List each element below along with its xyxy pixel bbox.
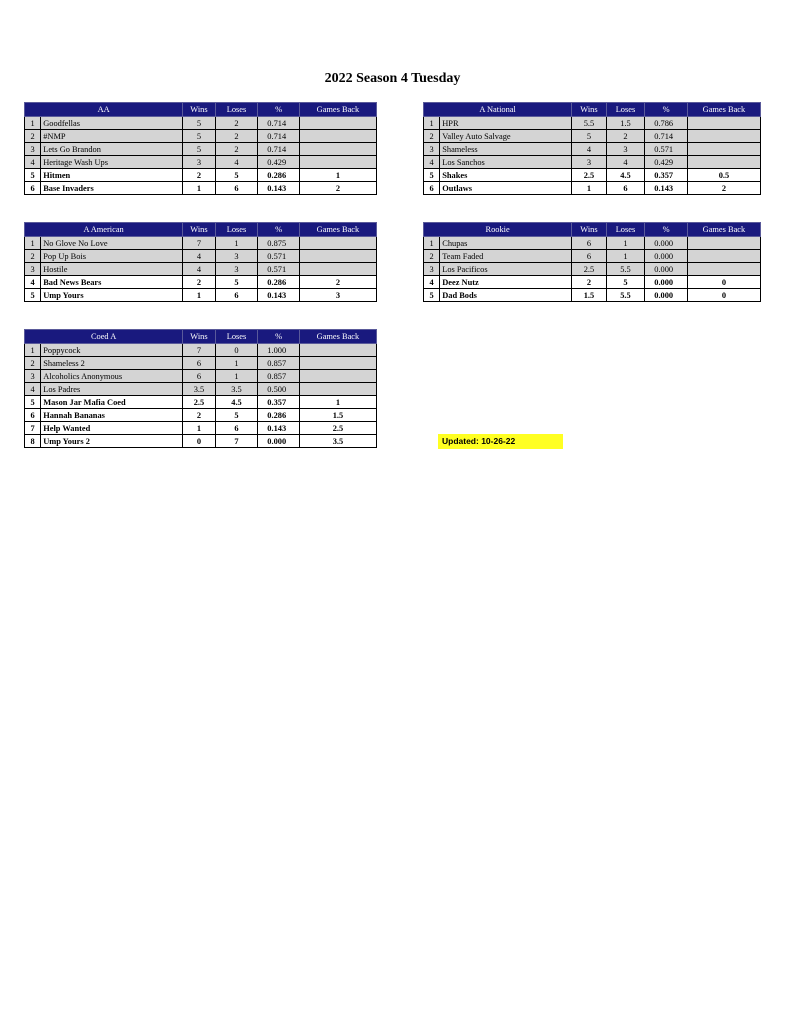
loses-cell: 2 (215, 130, 258, 143)
team-name-cell: Ump Yours 2 (41, 435, 183, 448)
wins-header: Wins (183, 103, 215, 117)
loses-cell: 6 (215, 422, 258, 435)
wins-cell: 2.5 (572, 263, 607, 276)
table-row (25, 237, 377, 250)
team-name-cell: Base Invaders (41, 182, 183, 195)
wins-cell: 4 (183, 250, 215, 263)
loses-cell: 1 (215, 357, 258, 370)
pct-cell: 0.714 (258, 117, 300, 130)
loses-cell: 5 (215, 169, 258, 182)
loses-cell: 4.5 (606, 169, 645, 182)
division-name: A American (25, 223, 183, 237)
games-back-cell: 1.5 (299, 409, 376, 422)
games-back-cell (299, 357, 376, 370)
rank-cell: 3 (25, 143, 41, 156)
pct-cell: 0.857 (258, 357, 300, 370)
header-row (25, 330, 377, 344)
table-row (424, 250, 761, 263)
rank-cell: 5 (25, 289, 41, 302)
pct-cell: 0.571 (258, 250, 300, 263)
table-row (25, 396, 377, 409)
table-row (25, 435, 377, 448)
wins-cell: 6 (572, 237, 607, 250)
table-row (25, 250, 377, 263)
wins-cell: 6 (572, 250, 607, 263)
header-row (25, 103, 377, 117)
games-back-cell (299, 344, 376, 357)
table-row (424, 263, 761, 276)
wins-header: Wins (572, 223, 607, 237)
loses-cell: 2 (215, 117, 258, 130)
rank-cell: 5 (424, 169, 440, 182)
rank-cell: 2 (25, 357, 41, 370)
rank-cell: 1 (25, 237, 41, 250)
games-back-cell (299, 250, 376, 263)
rank-cell: 2 (424, 130, 440, 143)
table-row (25, 263, 377, 276)
table-row (25, 370, 377, 383)
games-back-cell: 1 (299, 169, 376, 182)
games-back-cell: 0 (687, 276, 760, 289)
table-row (25, 182, 377, 195)
loses-cell: 6 (215, 289, 258, 302)
games-back-header: Games Back (687, 223, 760, 237)
team-name-cell: Mason Jar Mafia Coed (41, 396, 183, 409)
wins-cell: 5 (183, 117, 215, 130)
wins-cell: 6 (183, 370, 215, 383)
team-name-cell: Heritage Wash Ups (41, 156, 183, 169)
pct-cell: 0.000 (258, 435, 300, 448)
pct-cell: 0.143 (645, 182, 688, 195)
games-back-cell: 1 (299, 396, 376, 409)
games-back-cell: 0 (687, 289, 760, 302)
division-name: Rookie (424, 223, 572, 237)
loses-cell: 2 (606, 130, 645, 143)
pct-header: % (258, 330, 300, 344)
wins-header: Wins (572, 103, 607, 117)
games-back-cell (687, 263, 760, 276)
team-name-cell: Hannah Bananas (41, 409, 183, 422)
wins-cell: 5 (572, 130, 607, 143)
wins-header: Wins (183, 223, 215, 237)
rank-cell: 1 (424, 237, 440, 250)
standings-table (423, 222, 761, 302)
team-name-cell: Valley Auto Salvage (440, 130, 572, 143)
wins-cell: 5 (183, 130, 215, 143)
table-row (25, 422, 377, 435)
header-row (424, 103, 761, 117)
rank-cell: 2 (25, 250, 41, 263)
wins-cell: 1 (183, 422, 215, 435)
loses-cell: 1 (215, 237, 258, 250)
pct-header: % (258, 103, 300, 117)
table-row (25, 143, 377, 156)
games-back-cell: 2 (687, 182, 760, 195)
games-back-cell (299, 237, 376, 250)
table-row (424, 289, 761, 302)
pct-cell: 0.000 (645, 289, 688, 302)
team-name-cell: Bad News Bears (41, 276, 183, 289)
pct-cell: 0.286 (258, 276, 300, 289)
loses-cell: 6 (215, 182, 258, 195)
team-name-cell: Dad Bods (440, 289, 572, 302)
wins-cell: 2 (183, 276, 215, 289)
loses-cell: 3.5 (215, 383, 258, 396)
loses-cell: 0 (215, 344, 258, 357)
rank-cell: 5 (25, 169, 41, 182)
pct-cell: 0.357 (645, 169, 688, 182)
loses-cell: 1 (215, 370, 258, 383)
rank-cell: 4 (25, 156, 41, 169)
division-name: AA (25, 103, 183, 117)
rank-cell: 3 (25, 370, 41, 383)
rank-cell: 5 (424, 289, 440, 302)
pct-cell: 0.786 (645, 117, 688, 130)
games-back-cell (687, 250, 760, 263)
games-back-cell (299, 263, 376, 276)
loses-cell: 1 (606, 250, 645, 263)
rank-cell: 6 (25, 182, 41, 195)
games-back-header: Games Back (687, 103, 760, 117)
loses-cell: 3 (215, 263, 258, 276)
team-name-cell: Pop Up Bois (41, 250, 183, 263)
table-row (25, 117, 377, 130)
table-row (424, 143, 761, 156)
pct-cell: 0.000 (645, 237, 688, 250)
team-name-cell: Deez Nutz (440, 276, 572, 289)
loses-header: Loses (606, 103, 645, 117)
games-back-cell (299, 143, 376, 156)
team-name-cell: HPR (440, 117, 572, 130)
header-row (25, 223, 377, 237)
team-name-cell: Los Sanchos (440, 156, 572, 169)
team-name-cell: #NMP (41, 130, 183, 143)
rank-cell: 6 (25, 409, 41, 422)
pct-cell: 0.000 (645, 250, 688, 263)
loses-cell: 1.5 (606, 117, 645, 130)
wins-cell: 1 (183, 289, 215, 302)
wins-cell: 5.5 (572, 117, 607, 130)
table-row (25, 383, 377, 396)
games-back-header: Games Back (299, 330, 376, 344)
table-row (25, 409, 377, 422)
games-back-cell (687, 156, 760, 169)
wins-cell: 4 (572, 143, 607, 156)
rank-cell: 2 (25, 130, 41, 143)
rank-cell: 4 (424, 276, 440, 289)
team-name-cell: Los Pacificos (440, 263, 572, 276)
loses-cell: 4.5 (215, 396, 258, 409)
team-name-cell: Ump Yours (41, 289, 183, 302)
team-name-cell: Outlaws (440, 182, 572, 195)
games-back-cell (299, 156, 376, 169)
games-back-cell: 2 (299, 276, 376, 289)
games-back-cell: 0.5 (687, 169, 760, 182)
standings-table (24, 222, 377, 302)
table-row (25, 169, 377, 182)
team-name-cell: Team Faded (440, 250, 572, 263)
wins-cell: 7 (183, 344, 215, 357)
standings-table (24, 329, 377, 448)
wins-cell: 3 (183, 156, 215, 169)
standings-table (24, 102, 377, 195)
pct-cell: 0.714 (258, 143, 300, 156)
loses-cell: 4 (215, 156, 258, 169)
table-row (424, 117, 761, 130)
table-row (424, 130, 761, 143)
loses-header: Loses (215, 223, 258, 237)
division-name: Coed A (25, 330, 183, 344)
rank-cell: 6 (424, 182, 440, 195)
table-row (424, 169, 761, 182)
loses-cell: 1 (606, 237, 645, 250)
games-back-cell (687, 143, 760, 156)
pct-cell: 0.143 (258, 289, 300, 302)
rank-cell: 1 (25, 117, 41, 130)
loses-cell: 2 (215, 143, 258, 156)
standings-table (423, 102, 761, 195)
rank-cell: 1 (25, 344, 41, 357)
team-name-cell: Los Padres (41, 383, 183, 396)
pct-cell: 0.429 (645, 156, 688, 169)
pct-cell: 0.286 (258, 409, 300, 422)
table-row (25, 289, 377, 302)
games-back-cell (299, 383, 376, 396)
table-row (424, 237, 761, 250)
pct-cell: 0.500 (258, 383, 300, 396)
rank-cell: 4 (424, 156, 440, 169)
team-name-cell: Hostile (41, 263, 183, 276)
team-name-cell: No Glove No Love (41, 237, 183, 250)
pct-cell: 0.143 (258, 182, 300, 195)
rank-cell: 3 (424, 143, 440, 156)
header-row (424, 223, 761, 237)
wins-cell: 2 (572, 276, 607, 289)
team-name-cell: Hitmen (41, 169, 183, 182)
pct-cell: 0.000 (645, 263, 688, 276)
loses-cell: 3 (215, 250, 258, 263)
wins-cell: 1 (183, 182, 215, 195)
table-row (25, 357, 377, 370)
rank-cell: 4 (25, 383, 41, 396)
loses-header: Loses (215, 330, 258, 344)
games-back-cell (299, 130, 376, 143)
pct-cell: 0.714 (645, 130, 688, 143)
games-back-cell: 3.5 (299, 435, 376, 448)
pct-cell: 0.875 (258, 237, 300, 250)
loses-cell: 6 (606, 182, 645, 195)
page-title: 2022 Season 4 Tuesday (324, 71, 461, 86)
rank-cell: 3 (25, 263, 41, 276)
team-name-cell: Shameless 2 (41, 357, 183, 370)
games-back-cell: 3 (299, 289, 376, 302)
team-name-cell: Shakes (440, 169, 572, 182)
pct-header: % (645, 223, 688, 237)
rank-cell: 4 (25, 276, 41, 289)
pct-cell: 0.357 (258, 396, 300, 409)
loses-cell: 5 (606, 276, 645, 289)
pct-cell: 0.000 (645, 276, 688, 289)
games-back-cell: 2 (299, 182, 376, 195)
wins-cell: 5 (183, 143, 215, 156)
loses-header: Loses (215, 103, 258, 117)
wins-cell: 1.5 (572, 289, 607, 302)
loses-cell: 5.5 (606, 263, 645, 276)
wins-cell: 6 (183, 357, 215, 370)
pct-cell: 1.000 (258, 344, 300, 357)
table-row (25, 156, 377, 169)
wins-cell: 2.5 (183, 396, 215, 409)
wins-header: Wins (183, 330, 215, 344)
table-row (424, 182, 761, 195)
pct-cell: 0.286 (258, 169, 300, 182)
pct-cell: 0.571 (258, 263, 300, 276)
team-name-cell: Help Wanted (41, 422, 183, 435)
table-row (25, 130, 377, 143)
wins-cell: 3 (572, 156, 607, 169)
loses-cell: 4 (606, 156, 645, 169)
loses-cell: 5.5 (606, 289, 645, 302)
pct-cell: 0.571 (645, 143, 688, 156)
table-row (25, 276, 377, 289)
pct-cell: 0.857 (258, 370, 300, 383)
division-name: A National (424, 103, 572, 117)
loses-cell: 3 (606, 143, 645, 156)
games-back-header: Games Back (299, 103, 376, 117)
rank-cell: 1 (424, 117, 440, 130)
team-name-cell: Poppycock (41, 344, 183, 357)
games-back-header: Games Back (299, 223, 376, 237)
pct-cell: 0.429 (258, 156, 300, 169)
team-name-cell: Chupas (440, 237, 572, 250)
wins-cell: 7 (183, 237, 215, 250)
team-name-cell: Shameless (440, 143, 572, 156)
rank-cell: 2 (424, 250, 440, 263)
loses-cell: 5 (215, 276, 258, 289)
wins-cell: 2 (183, 169, 215, 182)
updated-date: Updated: 10-26-22 (438, 434, 563, 449)
pct-cell: 0.143 (258, 422, 300, 435)
rank-cell: 7 (25, 422, 41, 435)
games-back-cell (687, 237, 760, 250)
rank-cell: 8 (25, 435, 41, 448)
games-back-cell (299, 117, 376, 130)
games-back-cell (687, 117, 760, 130)
table-row (424, 156, 761, 169)
wins-cell: 1 (572, 182, 607, 195)
games-back-cell: 2.5 (299, 422, 376, 435)
pct-header: % (645, 103, 688, 117)
loses-cell: 7 (215, 435, 258, 448)
wins-cell: 0 (183, 435, 215, 448)
pct-header: % (258, 223, 300, 237)
rank-cell: 5 (25, 396, 41, 409)
games-back-cell (687, 130, 760, 143)
pct-cell: 0.714 (258, 130, 300, 143)
table-row (25, 344, 377, 357)
wins-cell: 2 (183, 409, 215, 422)
team-name-cell: Goodfellas (41, 117, 183, 130)
rank-cell: 3 (424, 263, 440, 276)
games-back-cell (299, 370, 376, 383)
table-row (424, 276, 761, 289)
team-name-cell: Alcoholics Anonymous (41, 370, 183, 383)
loses-cell: 5 (215, 409, 258, 422)
wins-cell: 3.5 (183, 383, 215, 396)
wins-cell: 4 (183, 263, 215, 276)
loses-header: Loses (606, 223, 645, 237)
team-name-cell: Lets Go Brandon (41, 143, 183, 156)
wins-cell: 2.5 (572, 169, 607, 182)
